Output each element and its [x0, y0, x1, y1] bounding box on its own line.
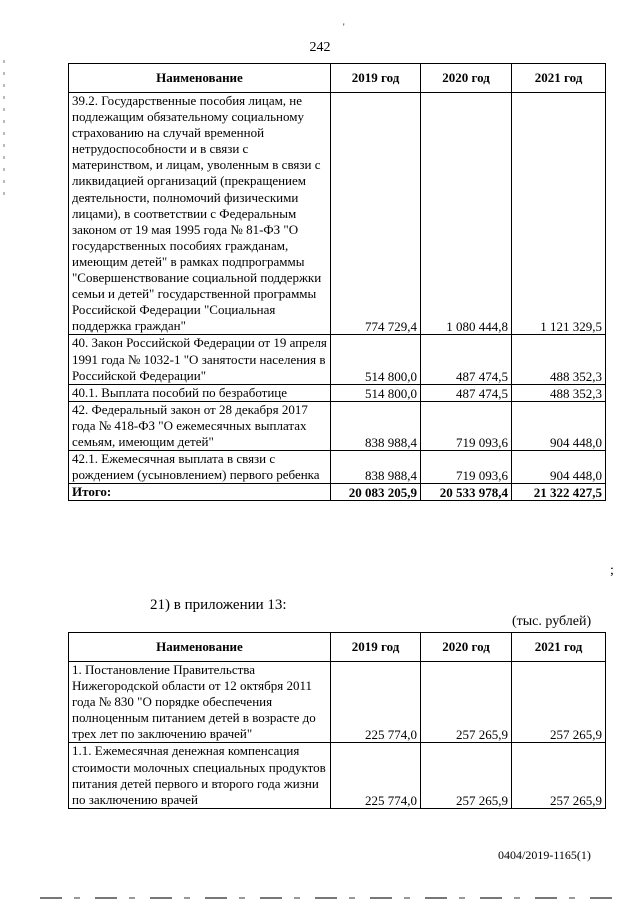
- table-row: [69, 662, 606, 743]
- value-2019: 774 729,4: [331, 93, 421, 335]
- row-name: 40. Закон Российской Федерации от 19 апреля 1991 года № 1032-1 "О занятости населения в Российской Федерации": [69, 335, 331, 384]
- scan-margin-artifact: [3, 60, 5, 200]
- total-label: Итого:: [69, 484, 331, 501]
- header-2021: 2021 год: [512, 633, 606, 662]
- row-name: 39.2. Государственные пособия лицам, не подлежащим обязательному социальному страхованию на случай временной нетрудоспособности и в связи с материнством, и лицам, уволенным в связи с ликвидацией организаций (прекращением деятельности, полномочий физическими лицами), в соответствии с Федеральным законом от 19 мая 1995 года № 81-ФЗ "О государственных пособиях гражданам, имеющим детей" в рамках подпрограммы "Совершенствование социальной поддержки семьи и детей" государственной программы Российской Федерации "Социальная поддержка граждан": [69, 93, 331, 335]
- unit-label: (тыс. рублей): [512, 614, 592, 629]
- total-2019: 20 083 205,9: [331, 484, 421, 501]
- total-2020: 20 533 978,4: [421, 484, 512, 501]
- scan-edge-artifact: [40, 897, 620, 899]
- header-2020: 2020 год: [421, 633, 512, 662]
- value-2019: 514 800,0: [331, 384, 421, 401]
- value-2021: 488 352,3: [512, 335, 606, 384]
- value-2019: 838 988,4: [331, 401, 421, 450]
- row-name: 42.1. Ежемесячная выплата в связи с рождением (усыновлением) первого ребенка: [69, 451, 331, 484]
- row-name: 42. Федеральный закон от 28 декабря 2017 года № 418-ФЗ "О ежемесячных выплатах семьям, имеющим детей": [69, 401, 331, 450]
- page-number: 242: [309, 40, 331, 55]
- benefits-table: [68, 63, 606, 501]
- value-2021: 1 121 329,5: [512, 93, 606, 335]
- header-2020: 2020 год: [421, 64, 512, 93]
- value-2020: 1 080 444,8: [421, 93, 512, 335]
- value-2020: 487 474,5: [421, 384, 512, 401]
- value-2021: 257 265,9: [512, 743, 606, 808]
- header-name: Наименование: [69, 64, 331, 93]
- row-name: 40.1. Выплата пособий по безработице: [69, 384, 331, 401]
- table-row: [69, 451, 606, 484]
- table-row: [69, 743, 606, 808]
- header-name: Наименование: [69, 633, 331, 662]
- value-2019: 225 774,0: [331, 743, 421, 808]
- row-name: 1.1. Ежемесячная денежная компенсация стоимости молочных специальных продуктов питания детей первого и второго года жизни по заключению врачей: [69, 743, 331, 808]
- value-2019: 838 988,4: [331, 451, 421, 484]
- value-2021: 257 265,9: [512, 662, 606, 743]
- total-row: [69, 484, 606, 501]
- appendix-13-table: [68, 632, 606, 809]
- scan-mark: ': [343, 22, 345, 32]
- table-row: [69, 335, 606, 384]
- table-row: [69, 93, 606, 335]
- value-2020: 719 093,6: [421, 451, 512, 484]
- table-row: [69, 401, 606, 450]
- value-2021: 904 448,0: [512, 401, 606, 450]
- document-code: 0404/2019-1165(1): [498, 848, 591, 862]
- header-2019: 2019 год: [331, 64, 421, 93]
- value-2019: 225 774,0: [331, 662, 421, 743]
- header-2021: 2021 год: [512, 64, 606, 93]
- table-row: [69, 384, 606, 401]
- semicolon: ;: [610, 563, 614, 578]
- row-name: 1. Постановление Правительства Нижегородской области от 12 октября 2011 года № 830 "О порядке обеспечения полноценным питанием детей в возрасте до трех лет по заключению врачей": [69, 662, 331, 743]
- table-header-row: [69, 64, 606, 93]
- value-2020: 257 265,9: [421, 743, 512, 808]
- value-2019: 514 800,0: [331, 335, 421, 384]
- value-2020: 487 474,5: [421, 335, 512, 384]
- value-2020: 257 265,9: [421, 662, 512, 743]
- header-2019: 2019 год: [331, 633, 421, 662]
- value-2021: 488 352,3: [512, 384, 606, 401]
- total-2021: 21 322 427,5: [512, 484, 606, 501]
- subsection-heading: 21) в приложении 13:: [150, 597, 287, 613]
- value-2021: 904 448,0: [512, 451, 606, 484]
- value-2020: 719 093,6: [421, 401, 512, 450]
- table-header-row: [69, 633, 606, 662]
